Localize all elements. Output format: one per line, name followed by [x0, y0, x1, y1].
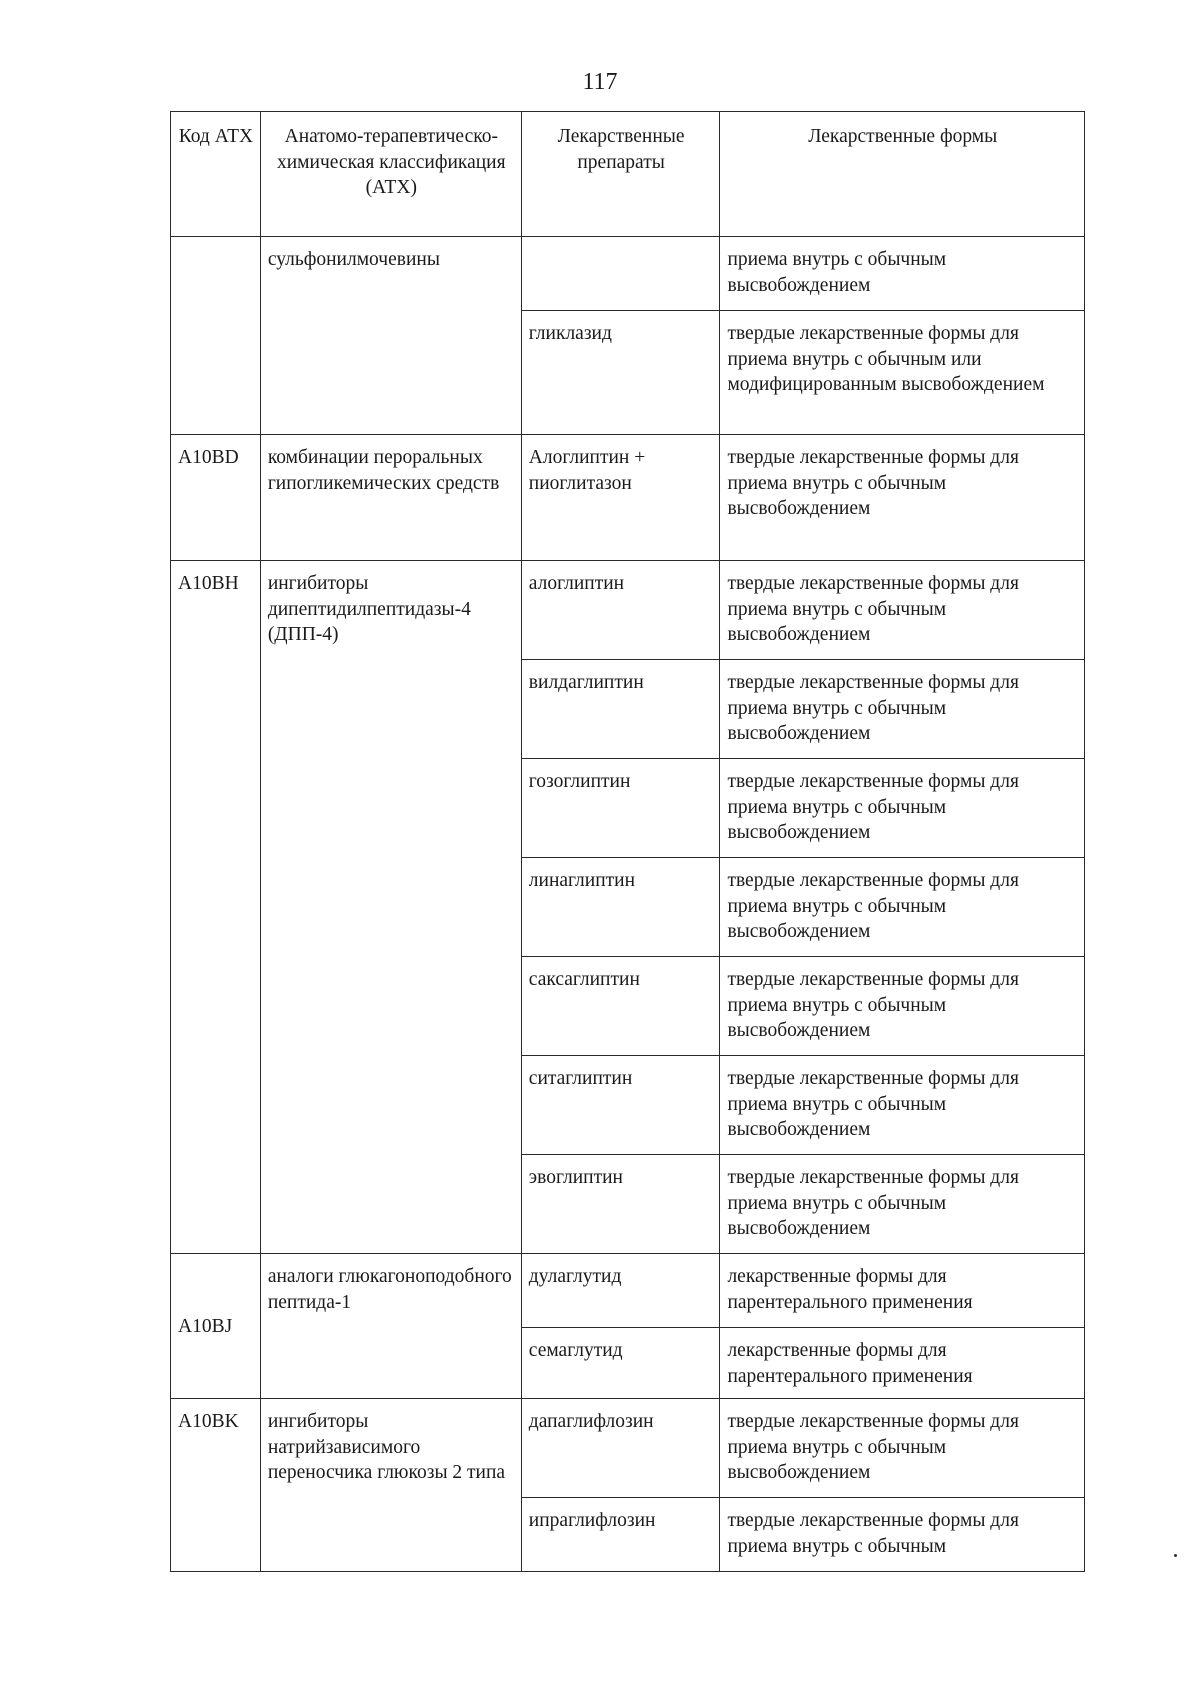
table-row — [171, 237, 1085, 311]
cell-form: твердые лекарственные формы для приема внутрь с обычным — [720, 1498, 1085, 1572]
table-row — [171, 435, 1085, 561]
cell-form: твердые лекарственные формы для приема внутрь с обычным высвобождением — [720, 957, 1085, 1056]
cell-drug: алоглиптин — [521, 561, 720, 660]
cell-drug: дапаглифлозин — [521, 1399, 720, 1498]
cell-drug: дулаглутид — [521, 1254, 720, 1328]
table-row — [171, 1254, 1085, 1328]
cell-drug: гликлазид — [521, 311, 720, 435]
cell-drug: саксаглиптин — [521, 957, 720, 1056]
header-classification: Анатомо-терапевтическо-химическая классификация (АТХ) — [260, 112, 521, 237]
cell-code: A10BJ — [171, 1254, 261, 1399]
cell-drug — [521, 237, 720, 311]
cell-form: твердые лекарственные формы для приема внутрь с обычным высвобождением — [720, 660, 1085, 759]
cell-form: твердые лекарственные формы для приема внутрь с обычным высвобождением — [720, 561, 1085, 660]
cell-form: лекарственные формы для парентерального применения — [720, 1254, 1085, 1328]
cell-code — [171, 237, 261, 435]
atc-drug-table — [170, 111, 1085, 1572]
cell-form: твердые лекарственные формы для приема внутрь с обычным высвобождением — [720, 759, 1085, 858]
cell-code: A10BH — [171, 561, 261, 1254]
cell-form: твердые лекарственные формы для приема внутрь с обычным высвобождением — [720, 858, 1085, 957]
scan-speck — [1174, 1554, 1177, 1557]
cell-code: A10BK — [171, 1399, 261, 1572]
cell-classification: комбинации пероральных гипогликемических средств — [260, 435, 521, 561]
table-header-row — [171, 112, 1085, 237]
cell-form: твердые лекарственные формы для приема внутрь с обычным высвобождением — [720, 1155, 1085, 1254]
cell-drug: Алоглиптин + пиоглитазон — [521, 435, 720, 561]
cell-drug: ипраглифлозин — [521, 1498, 720, 1572]
header-code: Код АТХ — [171, 112, 261, 237]
cell-drug: ситаглиптин — [521, 1056, 720, 1155]
cell-drug: вилдаглиптин — [521, 660, 720, 759]
page-number: 117 — [582, 69, 618, 95]
table-row — [171, 1399, 1085, 1498]
table-row — [171, 561, 1085, 660]
cell-code: A10BD — [171, 435, 261, 561]
cell-drug: гозоглиптин — [521, 759, 720, 858]
cell-drug: линаглиптин — [521, 858, 720, 957]
cell-form: твердые лекарственные формы для приема внутрь с обычным высвобождением — [720, 435, 1085, 561]
cell-classification: ингибиторы дипептидилпептидазы-4 (ДПП-4) — [260, 561, 521, 1254]
cell-drug: семаглутид — [521, 1328, 720, 1399]
header-forms: Лекарственные формы — [720, 112, 1085, 237]
cell-drug: эвоглиптин — [521, 1155, 720, 1254]
cell-classification: ингибиторы натрийзависимого переносчика глюкозы 2 типа — [260, 1399, 521, 1572]
cell-form: лекарственные формы для парентерального применения — [720, 1328, 1085, 1399]
cell-classification: аналоги глюкагоноподобного пептида-1 — [260, 1254, 521, 1399]
cell-classification: сульфонилмочевины — [260, 237, 521, 435]
cell-form: приема внутрь с обычным высвобождением — [720, 237, 1085, 311]
cell-form: твердые лекарственные формы для приема внутрь с обычным высвобождением — [720, 1399, 1085, 1498]
cell-form: твердые лекарственные формы для приема внутрь с обычным или модифицированным высвобождением — [720, 311, 1085, 435]
header-drugs: Лекарственные препараты — [521, 112, 720, 237]
cell-form: твердые лекарственные формы для приема внутрь с обычным высвобождением — [720, 1056, 1085, 1155]
